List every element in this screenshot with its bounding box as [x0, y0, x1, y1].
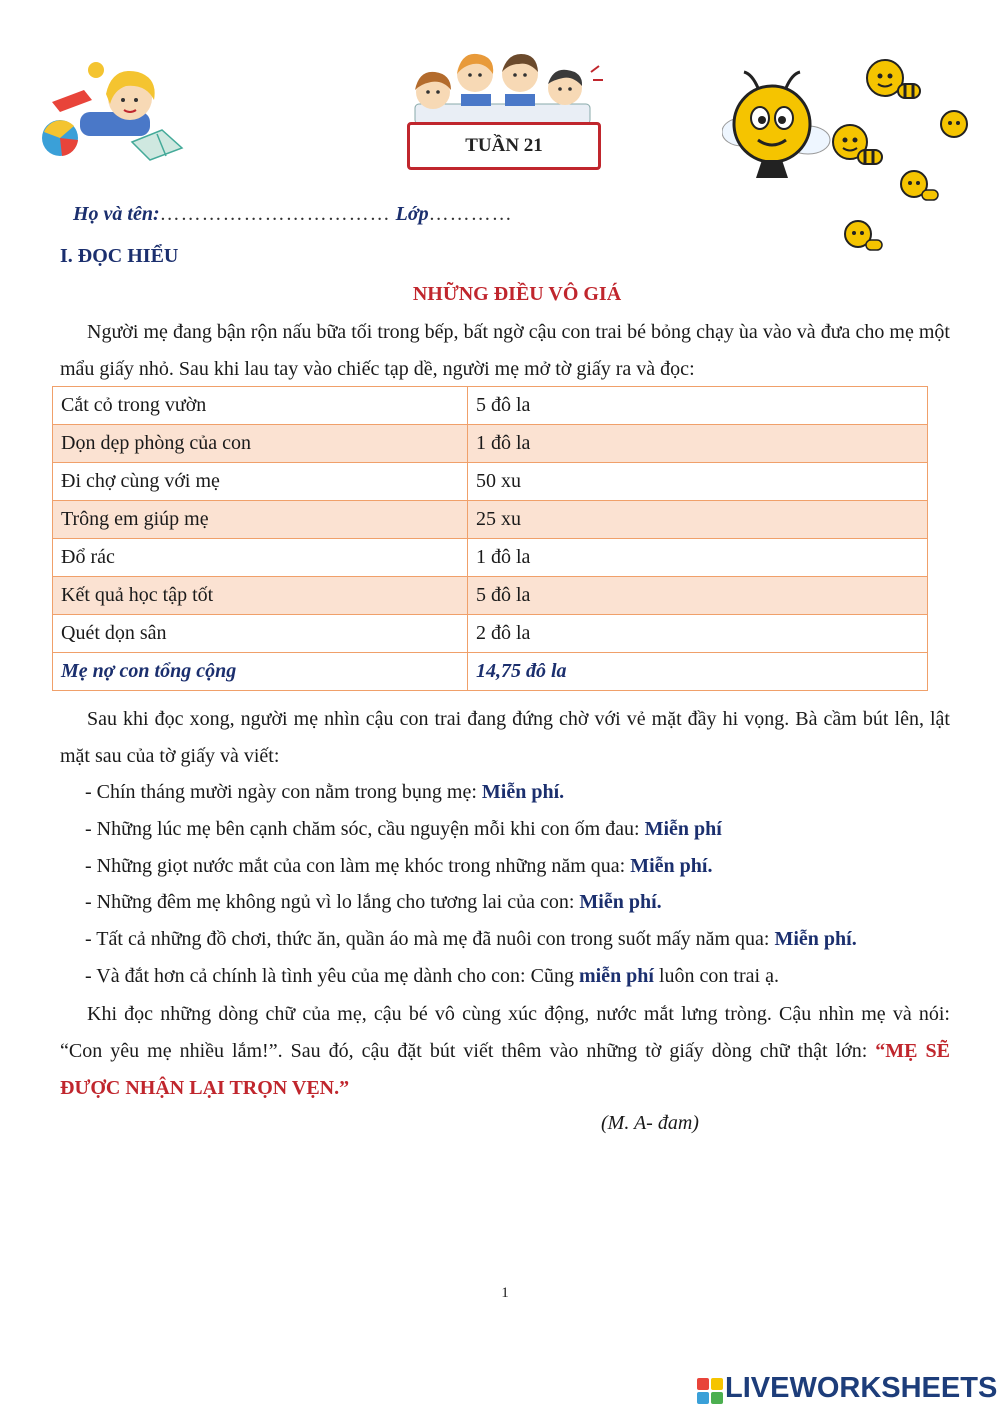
bullet-text-end: luôn con trai ạ.: [654, 965, 779, 987]
price-cell: 1 đô la: [468, 425, 928, 463]
bullet-text: - Những giọt nước mắt của con làm mẹ khóc trong những năm qua:: [85, 855, 631, 877]
bullet-item: [85, 928, 857, 951]
bullet-text: - Chín tháng mười ngày con nằm trong bụng mẹ:: [85, 781, 482, 803]
story-title: NHỮNG ĐIỀU VÔ GIÁ: [412, 283, 622, 305]
section-title: I. ĐỌC HIỂU: [60, 245, 179, 267]
bullet-item: [85, 855, 712, 878]
bullet-text: - Những lúc mẹ bên cạnh chăm sóc, cầu nguyện mỗi khi con ốm đau:: [85, 818, 645, 840]
week-label-box: TUẦN 21: [407, 122, 601, 170]
bullet-item: [85, 818, 722, 841]
ending-paragraph: [60, 996, 950, 1107]
liveworksheets-logo-icon: [697, 1378, 723, 1404]
table-total-row: [53, 653, 928, 691]
girl-reading-illustration: [22, 60, 187, 170]
table-row: [53, 577, 928, 615]
kids-group-illustration: [395, 44, 610, 134]
author: (M. A- đam): [601, 1112, 699, 1134]
task-cell: Quét dọn sân: [53, 615, 468, 653]
task-cell: Đi chợ cùng với mẹ: [53, 463, 468, 501]
class-label: Lớp: [395, 203, 429, 225]
free-label: Miễn phí.: [481, 781, 565, 803]
class-blank[interactable]: …………: [428, 203, 513, 225]
free-label: Miễn phí: [644, 818, 722, 840]
table-row: [53, 387, 928, 425]
brand-name: LIVEWORKSHEETS: [725, 1372, 998, 1404]
bullet-text: - Những đêm mẹ không ngủ vì lo lắng cho tương lai của con:: [85, 891, 580, 913]
table-row: [53, 615, 928, 653]
bullet-text: - Và đắt hơn cả chính là tình yêu của mẹ dành cho con: Cũng: [85, 965, 579, 987]
price-cell: 5 đô la: [468, 387, 928, 425]
after-reading-paragraph: Sau khi đọc xong, người mẹ nhìn cậu con trai đang đứng chờ với vẻ mặt đầy hi vọng. Bà cầm bút lên, lật mặt sau của tờ giấy và viết:: [60, 708, 950, 767]
table-row: [53, 425, 928, 463]
task-cell: Đổ rác: [53, 539, 468, 577]
task-cell: Kết quả học tập tốt: [53, 577, 468, 615]
free-label: Miễn phí.: [579, 891, 662, 913]
ending-quote: “MẸ SẼ ĐƯỢC NHẬN LẠI TRỌN VẸN.”: [60, 1040, 950, 1099]
ending-text: Khi đọc những dòng chữ của mẹ, cậu bé vô cùng xúc động, nước mắt lưng tròng. Cậu nhìn mẹ và nói: “Con yêu mẹ nhiều lắm!”. Sau đó, cậu đặt bút viết thêm vào những tờ giấy dòng chữ thật lớn:: [60, 1003, 950, 1062]
free-label: Miễn phí.: [774, 928, 857, 950]
task-cell: Cắt cỏ trong vườn: [53, 387, 468, 425]
free-label: miễn phí: [578, 965, 654, 987]
bullet-item: [85, 891, 662, 914]
task-cell: Trông em giúp mẹ: [53, 501, 468, 539]
price-cell: 1 đô la: [468, 539, 928, 577]
price-cell: 2 đô la: [468, 615, 928, 653]
task-cell: Dọn dẹp phòng của con: [53, 425, 468, 463]
price-cell: 5 đô la: [468, 577, 928, 615]
total-label-cell: Mẹ nợ con tổng cộng: [53, 653, 468, 691]
table-row: [53, 539, 928, 577]
table-row: [53, 501, 928, 539]
bullet-item: [85, 781, 564, 804]
bullet-item: [85, 965, 779, 988]
price-cell: 50 xu: [468, 463, 928, 501]
total-price-cell: 14,75 đô la: [468, 653, 928, 691]
intro-paragraph: Người mẹ đang bận rộn nấu bữa tối trong bếp, bất ngờ cậu con trai bé bỏng chạy ùa vào và đưa cho mẹ một mẩu giấy nhỏ. Sau khi lau tay vào chiếc tạp dề, người mẹ mở tờ giấy ra và đọc:: [60, 321, 950, 380]
student-info-line: [73, 203, 513, 226]
bullet-text: - Tất cả những đồ chơi, thức ăn, quần áo mà mẹ đã nuôi con trong suốt mấy năm qua:: [85, 928, 775, 950]
cost-table: [52, 386, 928, 691]
bees-illustration: [722, 52, 982, 267]
table-row: [53, 463, 928, 501]
free-label: Miễn phí.: [630, 855, 713, 877]
name-blank[interactable]: ……………………………: [159, 203, 391, 225]
name-label: Họ và tên:: [73, 203, 160, 225]
page-number: 1: [501, 1285, 509, 1301]
price-cell: 25 xu: [468, 501, 928, 539]
